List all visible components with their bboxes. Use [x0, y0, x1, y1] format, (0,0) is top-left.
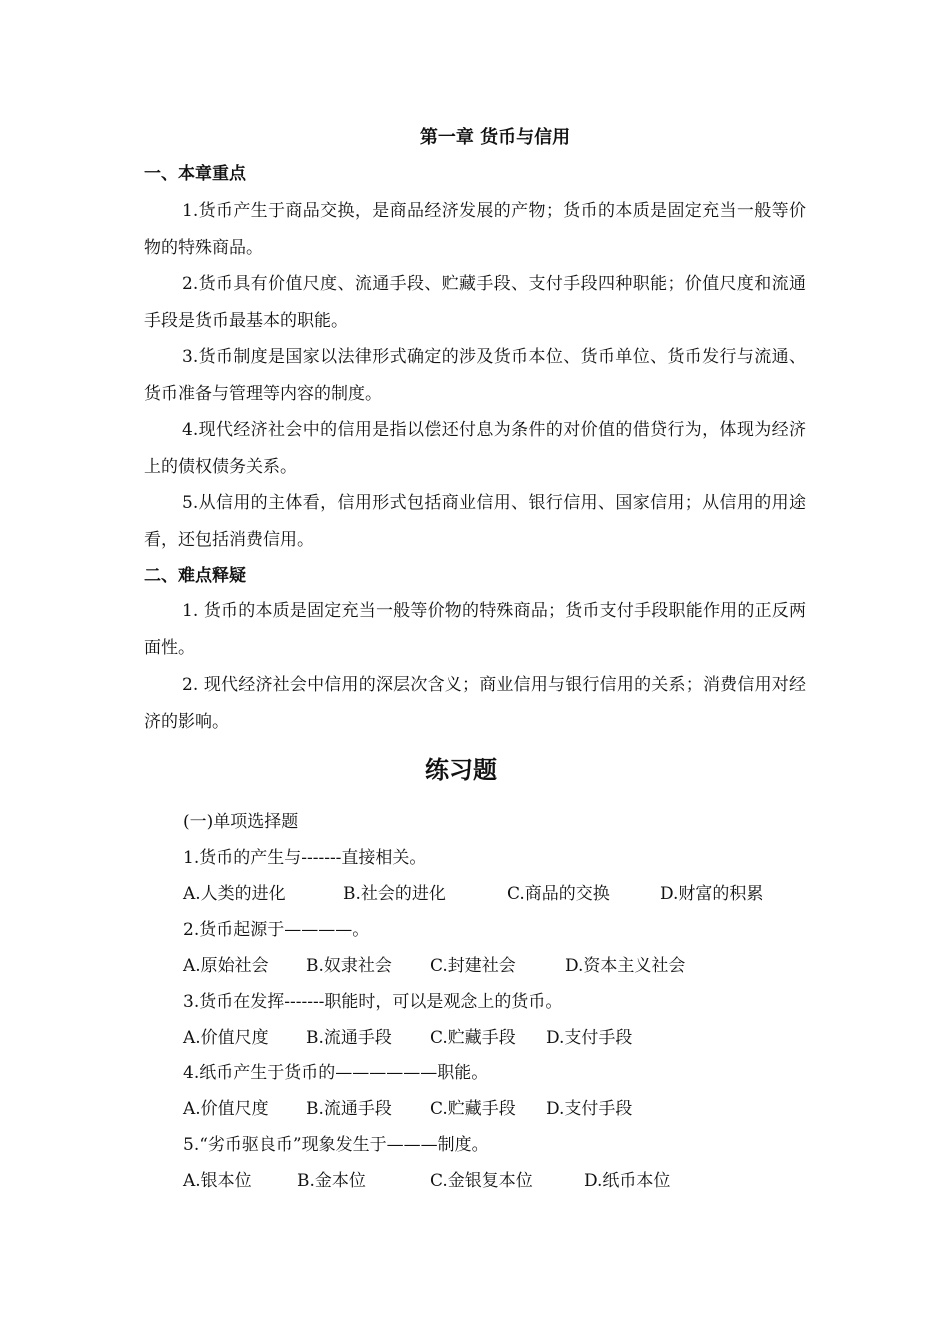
question-1-option-c: C.商品的交换 — [507, 884, 610, 904]
question-5-option-a: A.银本位 — [183, 1171, 252, 1191]
difficulty-1: 1. 货币的本质是固定充当一般等价物的特殊商品；货币支付手段职能作用的正反两面性。 — [144, 601, 806, 658]
question-4-option-b: B.流通手段 — [306, 1099, 392, 1119]
question-4-option-a: A.价值尺度 — [183, 1099, 269, 1119]
key-point-5: 5.从信用的主体看，信用形式包括商业信用、银行信用、国家信用；从信用的用途看，还包括消费信用。 — [144, 493, 806, 550]
difficulty-2: 2. 现代经济社会中信用的深层次含义；商业信用与银行信用的关系；消费信用对经济的影响。 — [144, 675, 806, 732]
section-heading-key-points: 一、本章重点 — [144, 164, 246, 184]
question-2-option-d: D.资本主义社会 — [565, 956, 686, 976]
question-3-option-b: B.流通手段 — [306, 1028, 392, 1048]
question-5-option-c: C.金银复本位 — [430, 1171, 533, 1191]
question-stem-2: 2.货币起源于————。 — [183, 920, 370, 940]
question-stem-3: 3.货币在发挥-------职能时，可以是观念上的货币。 — [183, 992, 563, 1012]
question-1-option-b: B.社会的进化 — [343, 884, 446, 904]
question-stem-5: 5.“劣币驱良币”现象发生于———制度。 — [183, 1135, 489, 1155]
section-heading-difficulties: 二、难点释疑 — [144, 566, 246, 586]
key-point-4: 4.现代经济社会中的信用是指以偿还付息为条件的对价值的借贷行为，体现为经济上的债权债务关系。 — [144, 420, 806, 477]
key-point-3: 3.货币制度是国家以法律形式确定的涉及货币本位、货币单位、货币发行与流通、货币准备与管理等内容的制度。 — [144, 347, 806, 404]
question-stem-1: 1.货币的产生与-------直接相关。 — [183, 848, 427, 868]
key-point-1: 1.货币产生于商品交换，是商品经济发展的产物；货币的本质是固定充当一般等价物的特殊商品。 — [144, 201, 806, 258]
question-3-option-d: D.支付手段 — [546, 1028, 633, 1048]
question-3-option-c: C.贮藏手段 — [430, 1028, 516, 1048]
question-4-option-c: C.贮藏手段 — [430, 1099, 516, 1119]
question-5-option-d: D.纸币本位 — [584, 1171, 671, 1191]
exercise-title: 练习题 — [425, 756, 497, 784]
question-2-option-c: C.封建社会 — [430, 956, 516, 976]
key-point-2: 2.货币具有价值尺度、流通手段、贮藏手段、支付手段四种职能；价值尺度和流通手段是货币最基本的职能。 — [144, 274, 806, 331]
question-1-option-a: A.人类的进化 — [183, 884, 286, 904]
question-2-option-b: B.奴隶社会 — [306, 956, 392, 976]
question-1-option-d: D.财富的积累 — [660, 884, 764, 904]
question-3-option-a: A.价值尺度 — [183, 1028, 269, 1048]
chapter-title: 第一章 货币与信用 — [419, 127, 571, 148]
question-4-option-d: D.支付手段 — [546, 1099, 633, 1119]
exercise-subtitle: (一)单项选择题 — [183, 812, 299, 832]
question-2-option-a: A.原始社会 — [183, 956, 269, 976]
question-stem-4: 4.纸币产生于货币的——————职能。 — [183, 1063, 489, 1083]
question-5-option-b: B.金本位 — [297, 1171, 366, 1191]
